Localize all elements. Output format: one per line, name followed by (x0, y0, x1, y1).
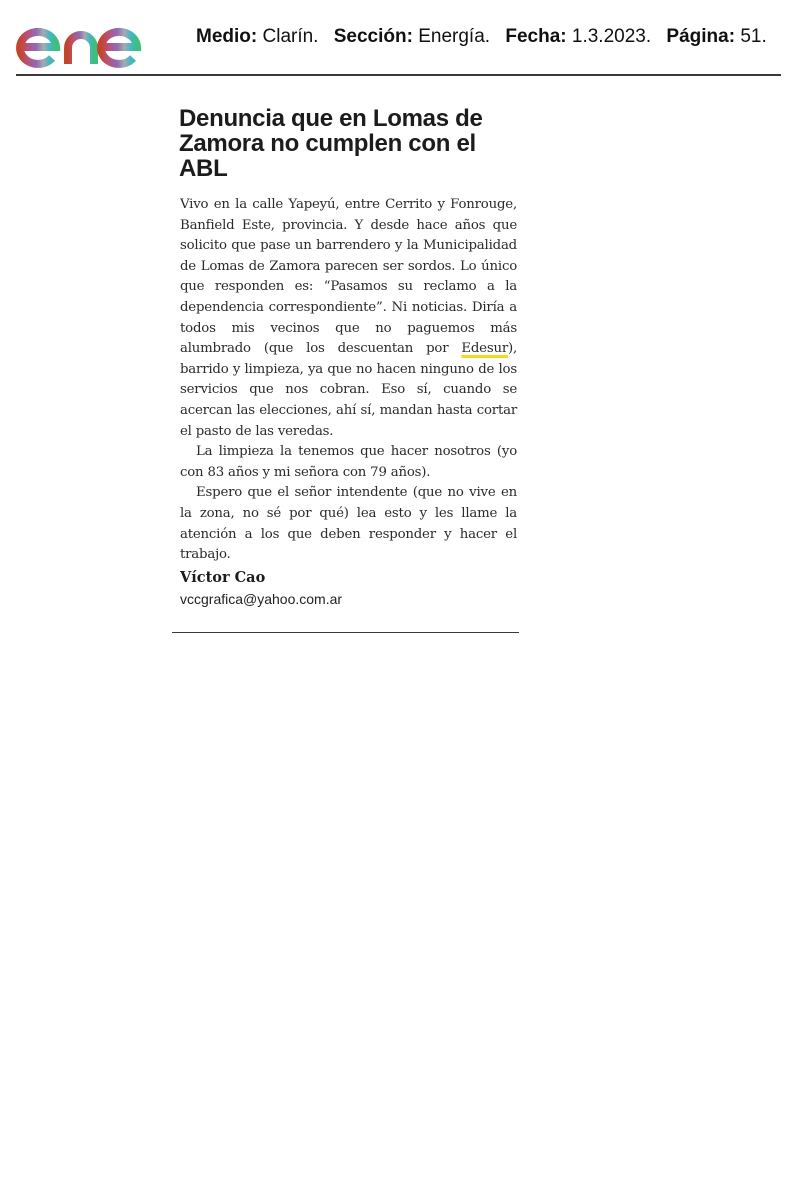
author-email: vccgrafica@yahoo.com.ar (180, 590, 343, 607)
article-body (180, 195, 517, 566)
press-clipping-header (0, 0, 800, 76)
seccion-label: Sección: (333, 26, 413, 47)
paragraph-1-text: Vivo en la calle Yapeyú, entre Cerrito y Fonrouge, Banfield Este, provincia. Y desde hace años que solicito que pase un barrendero y la Municipalidad de Lomas de Zamora parecen ser sordos. Lo único que responden es: “Pasamos su reclamo a la dependencia correspondiente”. Ni noticias. Diría a todos mis vecinos que no paguemos más alumbrado (que los descuentan por (180, 197, 517, 357)
clipping-bottom-rule (172, 632, 519, 633)
article-paragraph-2: La limpieza la tenemos que hacer nosotros (yo con 83 años y mi señora con 79 años). (180, 444, 517, 480)
pagina-value: 51. (740, 26, 767, 47)
medio-value: Clarín. (262, 26, 319, 47)
header-divider (16, 74, 781, 76)
article-paragraph-3: Espero que el señor intendente (que no vive en la zona, no sé por qué) lea esto y les llame la atención a los que deben responder y hacer el trabajo. (180, 485, 517, 563)
enel-logo (16, 14, 170, 68)
article-headline: Denuncia que en Lomas de Zamora no cumplen con el ABL (179, 105, 483, 182)
newspaper-clipping (172, 106, 520, 609)
clipping-metadata (196, 24, 767, 50)
seccion-value: Energía. (418, 26, 491, 47)
article-paragraph-1 (180, 195, 517, 442)
fecha-value: 1.3.2023. (571, 26, 652, 47)
pagina-label: Página: (666, 26, 736, 47)
medio-label: Medio: (196, 26, 258, 47)
highlighted-company-name: Edesur (461, 341, 508, 357)
article-author: Víctor Cao (180, 568, 266, 586)
fecha-label: Fecha: (505, 26, 567, 47)
paragraph-1-text-end: ), barrido y limpieza, ya que no hacen ninguno de los servicios que nos cobran. Eso sí, cuando se acercan las elecciones, ahí sí, mandan hasta cortar el pasto de las veredas. (180, 341, 517, 439)
